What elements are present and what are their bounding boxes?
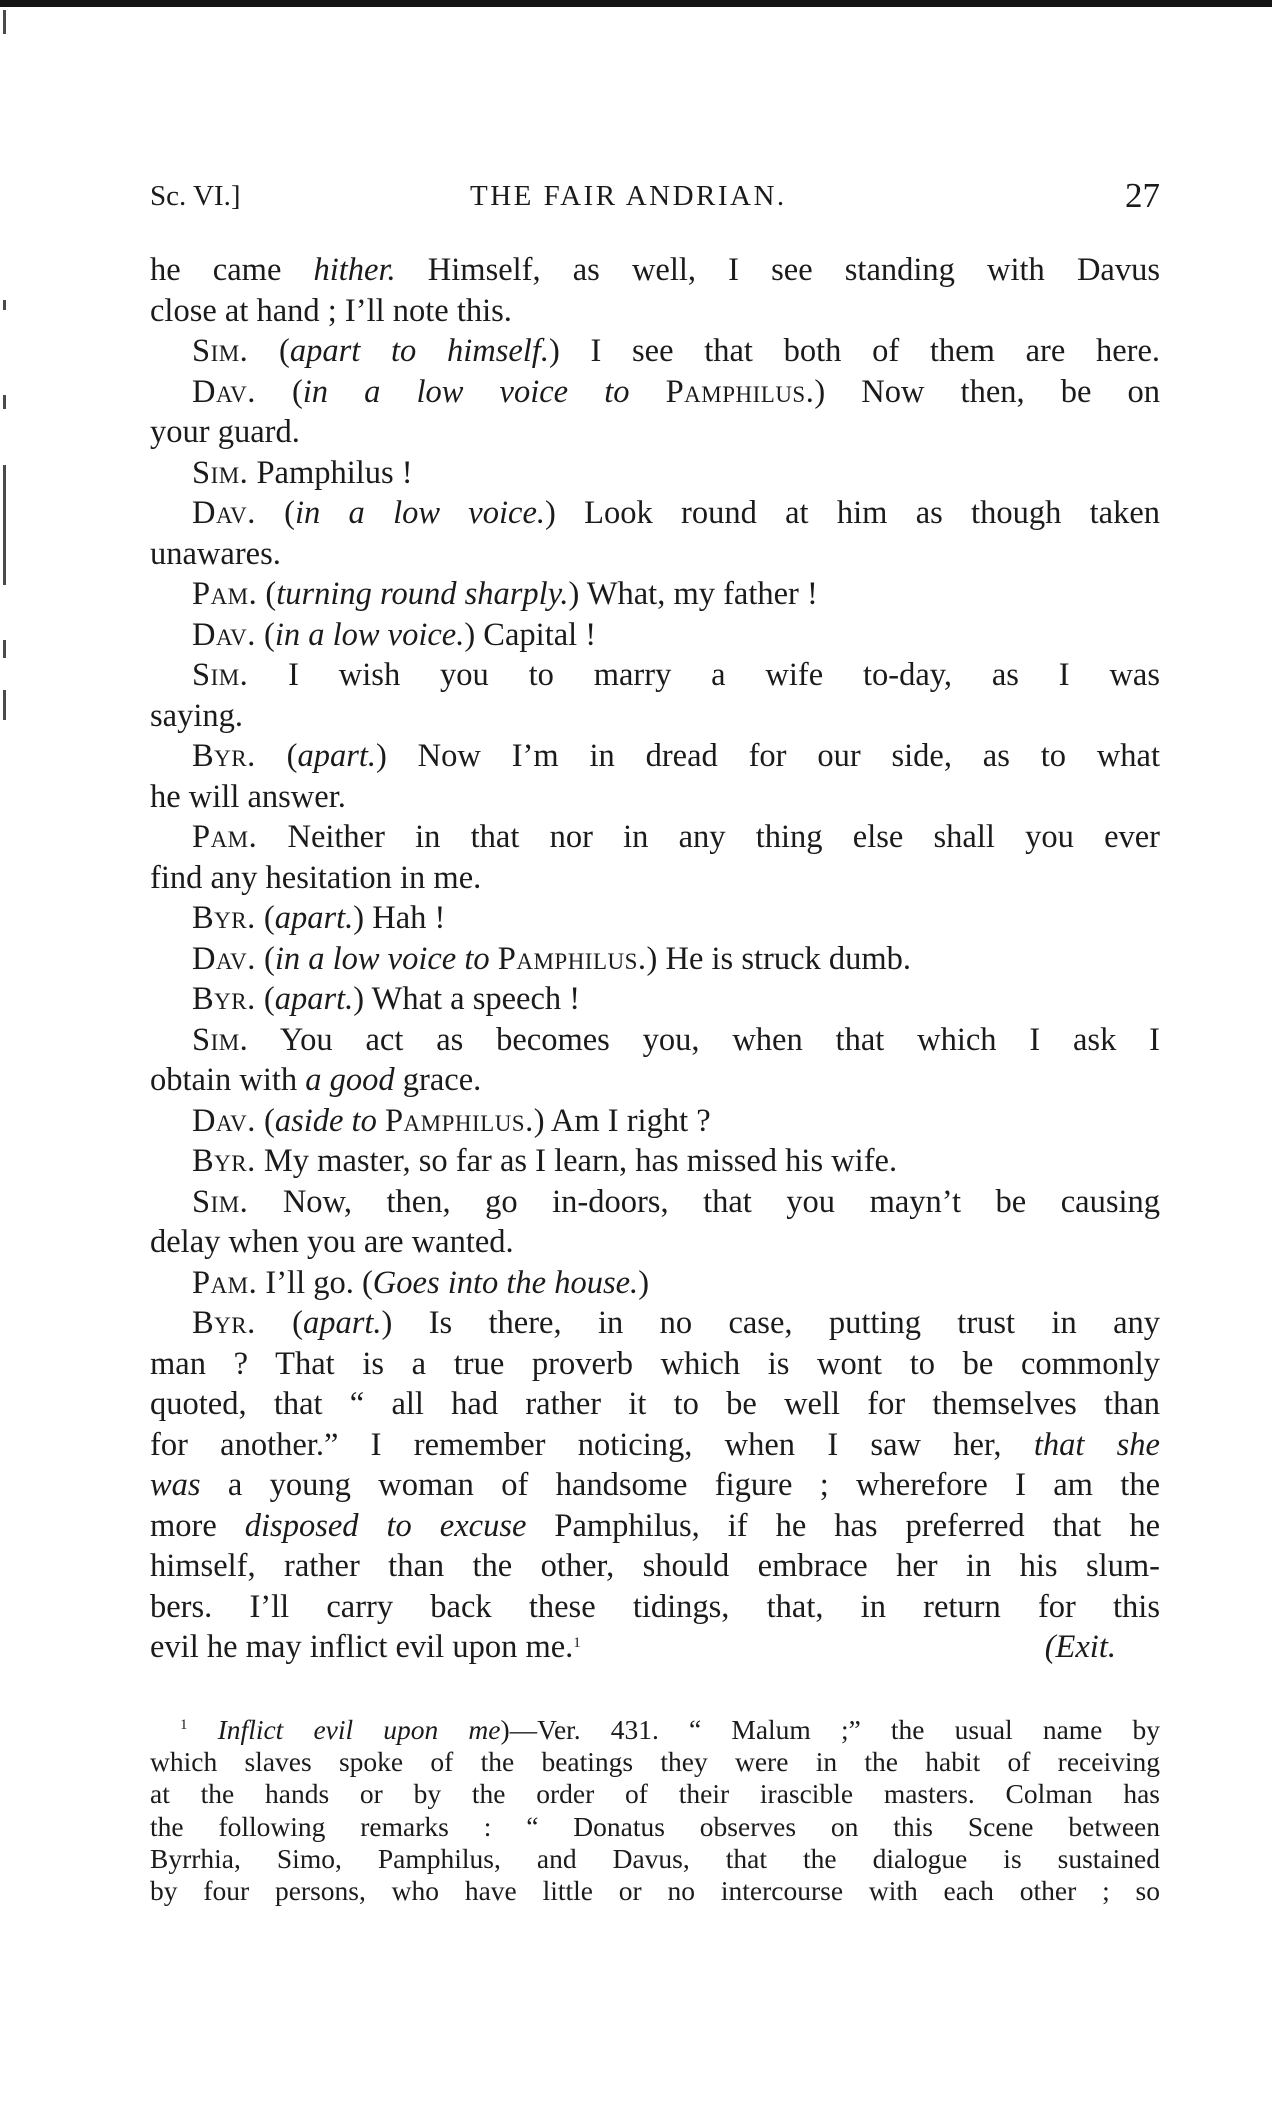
speaker-name: Pamphilus. — [665, 373, 815, 410]
speaker-name: Pamphilus. — [384, 1102, 534, 1139]
stage-direction: apart. — [274, 981, 354, 1017]
line-text: Himself, as well, I see standing with Davus — [395, 252, 1160, 288]
footnote-lemma: Inflict evil upon me — [217, 1714, 501, 1745]
line-text: ( — [255, 373, 303, 410]
line-text: himself, rather than the other, should embrace her in his slum- — [150, 1548, 1160, 1584]
page-number: 27 — [1125, 176, 1160, 215]
line-text: You act as becomes you, when that which I ask I — [248, 1021, 1160, 1058]
speaker-name: Sim. — [192, 1021, 249, 1058]
stage-direction: apart. — [274, 900, 354, 936]
text-line — [150, 1546, 1160, 1587]
footnote-line — [150, 1714, 1160, 1746]
stage-direction: was — [150, 1467, 201, 1503]
footnote-text: Byrrhia, Simo, Pamphilus, and Davus, that the dialogue is sustained — [150, 1842, 1160, 1874]
text-line — [150, 1344, 1160, 1385]
line-text: ) Look round at him as though taken — [545, 495, 1160, 531]
text-line — [150, 696, 1160, 737]
speaker-name: Sim. — [192, 657, 249, 693]
speaker-name: Dav. — [192, 373, 256, 410]
line-text: I wish you to marry a wife to-day, as I was — [248, 657, 1160, 693]
text-line — [150, 777, 1160, 818]
stage-direction: a good — [305, 1062, 395, 1098]
line-text: ( — [255, 495, 295, 531]
speaker-name: Byr. — [192, 981, 256, 1017]
speaker-name: Byr. — [192, 738, 256, 774]
line-text: your guard. — [150, 414, 300, 450]
text-line — [150, 1101, 1160, 1142]
stage-direction: hither. — [313, 252, 396, 288]
line-text: Now, then, go in-doors, that you mayn’t be causing — [248, 1183, 1160, 1220]
speaker-name: Byr. — [192, 900, 256, 936]
line-text: ( — [255, 1305, 303, 1341]
running-header — [150, 176, 1160, 226]
line-text: ) Is there, in no case, putting trust in any — [381, 1305, 1160, 1341]
line-text: grace. — [394, 1062, 482, 1098]
footnote-line — [150, 1746, 1160, 1778]
line-text: Neither in that nor in any thing else shall you ever — [257, 819, 1160, 855]
line-text: Pamphilus, if he has preferred that he — [526, 1507, 1161, 1544]
stage-direction: Goes into the house. — [372, 1264, 639, 1301]
text-line — [150, 736, 1160, 777]
text-line — [150, 1222, 1160, 1263]
stage-direction: in a low voice. — [294, 495, 545, 531]
line-text: ( — [248, 333, 290, 369]
text-line — [150, 1465, 1160, 1506]
line-text: ( — [255, 900, 275, 936]
speaker-name: Sim. — [192, 1183, 249, 1220]
text-line — [150, 534, 1160, 575]
section-label: Sc. VI.] — [150, 180, 241, 212]
line-text: ) What, my father ! — [568, 576, 818, 612]
footnote-line — [150, 1875, 1160, 1907]
text-line — [150, 1020, 1160, 1061]
footnote — [150, 1714, 1160, 1907]
line-text: unawares. — [150, 535, 281, 572]
running-title: THE FAIR ANDRIAN. — [470, 180, 787, 212]
line-text: man ? That is a true proverb which is wont to be commonly — [150, 1345, 1160, 1382]
stage-direction: in a low voice to — [302, 373, 666, 410]
line-text: saying. — [150, 697, 243, 734]
stage-direction: apart to himself. — [289, 333, 549, 369]
footnote-line — [150, 1811, 1160, 1843]
speaker-name: Dav. — [192, 1102, 256, 1139]
speaker-name: Sim. — [192, 454, 249, 491]
text-line — [150, 574, 1160, 615]
main-text — [150, 250, 1160, 1668]
line-text: ) Now I’m in dread for our side, as to what — [376, 738, 1160, 774]
speaker-name: Dav. — [192, 616, 256, 653]
speaker-name: Byr. — [192, 1305, 256, 1341]
footnote-line — [150, 1778, 1160, 1810]
footnote-text: by four persons, who have little or no intercourse with each other ; so — [150, 1874, 1160, 1906]
speaker-name: Pam. — [192, 819, 258, 855]
line-text: quoted, that “ all had rather it to be well for themselves than — [150, 1386, 1160, 1422]
line-text: ( — [255, 981, 275, 1017]
line-text: I’ll go. ( — [257, 1264, 373, 1301]
stage-direction: in a low voice to — [274, 940, 498, 977]
line-text: evil he may inflict evil upon me. — [150, 1629, 574, 1665]
line-text: ) I see that both of them are here. — [548, 333, 1161, 369]
text-line — [150, 898, 1160, 939]
text-line — [150, 858, 1160, 899]
footnote-text: at the hands or by the order of their irascible masters. Colman has — [150, 1778, 1160, 1810]
text-line — [150, 453, 1160, 494]
stage-direction: aside to — [274, 1102, 385, 1139]
speaker-name: Dav. — [192, 940, 256, 977]
footnote-text: )—Ver. 431. “ Malum ;” the usual name by — [500, 1714, 1161, 1745]
stage-direction: disposed to excuse — [244, 1507, 527, 1544]
line-text: for another.” I remember noticing, when I saw her, — [150, 1426, 1034, 1463]
line-text: ) Capital ! — [464, 616, 597, 653]
line-text: ( — [257, 576, 277, 612]
line-text: more — [150, 1507, 245, 1544]
line-text: ( — [255, 1102, 275, 1139]
text-line — [150, 1060, 1160, 1101]
speaker-name: Sim. — [192, 333, 249, 369]
line-text: ( — [255, 616, 275, 653]
line-text: he came — [150, 252, 314, 288]
stage-direction: in a low voice. — [274, 616, 465, 653]
footnote-number: 1 — [180, 1717, 188, 1733]
line-text: ( — [255, 738, 298, 774]
speaker-name: Pamphilus. — [497, 940, 647, 977]
line-text: close at hand ; I’ll note this. — [150, 292, 512, 329]
line-text: ) Am I right ? — [533, 1102, 711, 1139]
stage-direction: apart. — [302, 1305, 382, 1341]
footnote-marker: 1 — [573, 1635, 581, 1651]
line-text: ) He is struck dumb. — [646, 940, 912, 977]
text-line — [150, 1506, 1160, 1547]
line-text: bers. I’ll carry back these tidings, that, in return for this — [150, 1588, 1160, 1625]
text-line — [150, 1182, 1160, 1223]
text-line — [150, 250, 1160, 291]
line-text: obtain with — [150, 1062, 306, 1098]
text-line — [150, 412, 1160, 453]
line-text: ) Now then, be on — [814, 373, 1160, 410]
line-text: ) Hah ! — [353, 900, 446, 936]
line-text: ) — [638, 1264, 650, 1301]
text-line — [150, 817, 1160, 858]
text-line — [150, 1263, 1160, 1304]
exit-direction: (Exit. — [1044, 1629, 1116, 1665]
text-line — [150, 939, 1160, 980]
line-text: delay when you are wanted. — [150, 1224, 514, 1260]
text-line — [150, 655, 1160, 696]
page-top-edge — [0, 0, 1272, 7]
footnote-line — [150, 1843, 1160, 1875]
stage-direction: that she — [1033, 1426, 1160, 1463]
line-text: a young woman of handsome figure ; wherefore I am the — [200, 1467, 1160, 1503]
line-text: Pamphilus ! — [248, 454, 413, 491]
text-line — [150, 372, 1160, 413]
line-text: he will answer. — [150, 778, 346, 815]
text-line — [150, 1303, 1160, 1344]
binding-edge — [0, 0, 14, 2125]
text-line — [150, 1627, 1160, 1668]
text-line — [150, 1425, 1160, 1466]
line-text: ( — [255, 940, 275, 977]
line-text: ) What a speech ! — [353, 981, 581, 1017]
speaker-name: Pam. — [192, 576, 258, 612]
text-line — [150, 1141, 1160, 1182]
line-text: My master, so far as I learn, has missed his wife. — [255, 1143, 898, 1179]
text-line — [150, 331, 1160, 372]
speaker-name: Pam. — [192, 1264, 258, 1301]
stage-direction: turning round sharply. — [276, 576, 569, 612]
line-text: find any hesitation in me. — [150, 859, 482, 896]
text-line — [150, 291, 1160, 332]
text-line — [150, 1587, 1160, 1628]
speaker-name: Byr. — [192, 1143, 256, 1179]
text-line — [150, 615, 1160, 656]
text-line — [150, 979, 1160, 1020]
speaker-name: Dav. — [192, 495, 256, 531]
footnote-text: which slaves spoke of the beatings they were in the habit of receiving — [150, 1746, 1160, 1778]
text-line — [150, 1384, 1160, 1425]
text-line — [150, 493, 1160, 534]
footnote-text: the following remarks : “ Donatus observes on this Scene between — [150, 1810, 1160, 1842]
stage-direction: apart. — [297, 738, 376, 774]
